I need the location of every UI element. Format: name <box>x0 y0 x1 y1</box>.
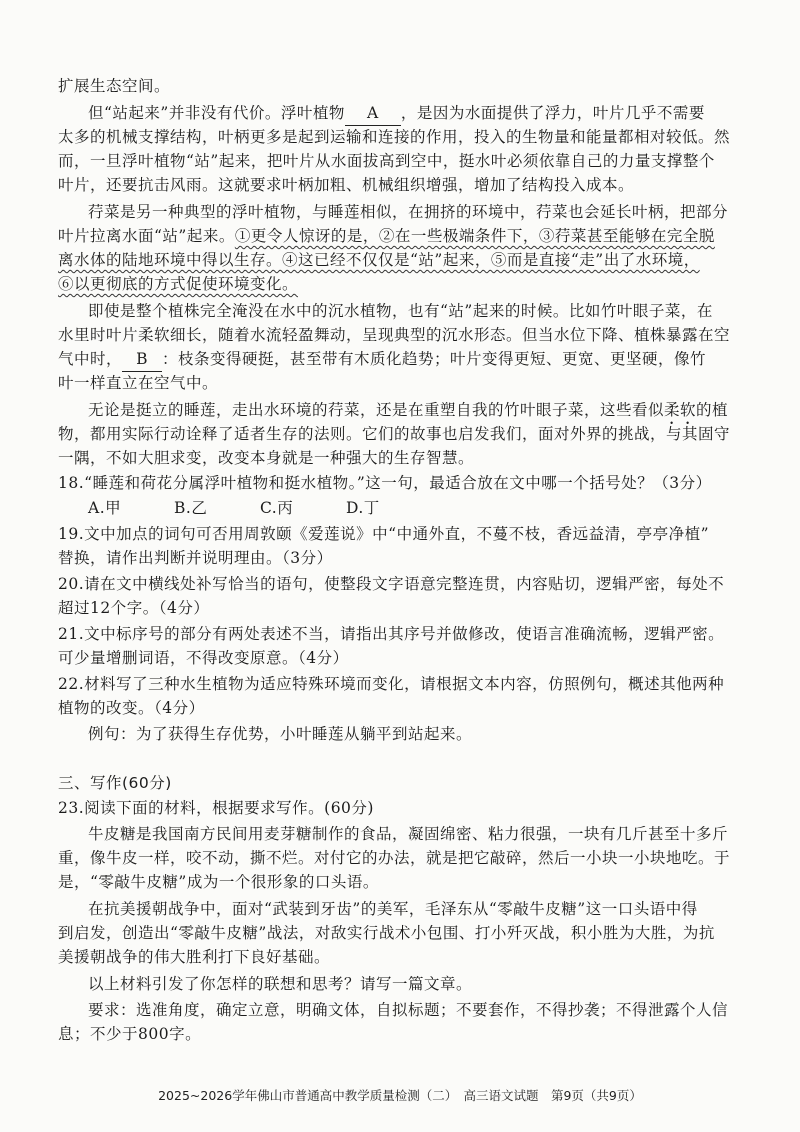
text-segment: 叶片拉离水面“站”起来。 <box>58 227 235 245</box>
text-line <box>88 101 778 126</box>
writing-requirements-cont: 息；不少于800字。 <box>58 1025 202 1043</box>
text-line: 荇菜是另一种典型的浮叶植物，与睡莲相似，在拥挤的环境中，荇菜也会延长叶柄，把部分 <box>88 203 729 221</box>
text-line: 物，都用实际行动诠释了适者生存的法则。它们的故事也启发我们，面对外界的挑战，与其固守 <box>58 425 731 443</box>
dotted-word: 柔软 <box>664 401 697 419</box>
text-segment: ：枝条变得硬挺，甚至带有木质化趋势；叶片变得更短、更宽、更坚硬，像竹 <box>162 350 707 368</box>
text-line: 即使是整个植株完全淹没在水中的沉水植物，也有“站”起来的时候。比如竹叶眼子菜，在 <box>88 302 713 320</box>
text-line: 叶一样直立在空气中。 <box>58 374 219 392</box>
text-line: 是，“零敲牛皮糖”成为一个很形象的口头语。 <box>58 873 379 891</box>
text-line <box>58 347 748 372</box>
text-line: 牛皮糖是我国南方民间用麦芽糖制作的食品，凝固绵密、粘力很强，一块有几斤甚至十多斤 <box>88 825 729 843</box>
text-line: 而，一旦浮叶植物“站”起来，把叶片从水面拔高到空中，挺水叶必须依靠自己的力量支撑整个 <box>58 152 715 170</box>
question-22: 22.材料写了三种水生植物为适应特殊环境而变化，请根据文本内容，仿照例句，概述其他两种 <box>58 675 725 693</box>
page-footer: 2025~2026学年佛山市普通高中教学质量检测（二） 高三语文试题 第9页（共9页） <box>158 1088 642 1103</box>
question-22-cont: 植物的改变。（4分） <box>58 699 205 717</box>
option-c: C.丙 <box>260 499 294 517</box>
question-20-cont: 超过12个字。（4分） <box>58 599 210 617</box>
writing-requirements: 要求：选准角度，确定立意，明确文体，自拟标题；不要套作，不得抄袭；不得泄露个人信 <box>88 1001 729 1019</box>
text-line <box>58 224 748 248</box>
blank-A: A <box>345 101 401 126</box>
text-line <box>58 272 748 296</box>
text-line: 太多的机械支撑结构，叶柄更多是起到运输和连接的作用，投入的生物量和能量都相对较低。然 <box>58 128 731 146</box>
text-segment: 但“站起来”并非没有代价。浮叶植物 <box>88 104 345 122</box>
option-a: A.甲 <box>88 499 122 517</box>
question-18: 18.“睡莲和荷花分属浮叶植物和挺水植物。”这一句，最适合放在文中哪一个括号处？（3分） <box>58 474 712 492</box>
text-line: 在抗美援朝战争中，面对“武装到牙齿”的美军，毛泽东从“零敲牛皮糖”这一口头语中得 <box>88 900 698 918</box>
numbered-sentence-wavy: 离水体的陆地环境中得以生存。④这已经不仅仅是“站”起来，⑤而是直接“走”出了水环境， <box>58 251 700 269</box>
text-line: 一隅，不如大胆求变，改变本身就是一种强大的生存智慧。 <box>58 449 475 467</box>
text-segment: 无论是挺立的睡莲，走出水环境的荇菜，还是在重塑自我的竹叶眼子菜，这些看似 <box>88 401 665 419</box>
numbered-sentence-wavy: ①更令人惊讶的是，②在一些极端条件下，③荇菜甚至能够在完全脱 <box>234 227 715 245</box>
option-d: D.丁 <box>346 499 380 517</box>
text-line: 重，像牛皮一样，咬不动，撕不烂。对付它的办法，就是把它敲碎，然后一小块一小块地吃。于 <box>58 849 731 867</box>
numbered-sentence-wavy: ⑥以更彻底的方式促使环境变化。 <box>58 275 299 293</box>
text-segment: 气中时， <box>58 350 123 368</box>
text-segment: ，是因为水面提供了浮力，叶片几乎不需要 <box>400 104 705 122</box>
question-19-cont: 替换，请作出判断并说明理由。（3分） <box>58 549 333 567</box>
section-heading-writing: 三、写作(60分) <box>58 774 172 792</box>
text-line: 以上材料引发了你怎样的联想和思考？请写一篇文章。 <box>88 975 473 993</box>
question-20: 20.请在文中横线处补写恰当的语句，使整段文字语意完整连贯，内容贴切，逻辑严密，每处不 <box>58 575 725 593</box>
question-19: 19.文中加点的词句可否用周敦颐《爱莲说》中“中通外直，不蔓不枝，香远益清，亭亭净植” <box>58 525 710 543</box>
question-21-cont: 可少量增删词语，不得改变原意。（4分） <box>58 649 349 667</box>
question-22-example: 例句：为了获得生存优势，小叶睡莲从躺平到站起来。 <box>88 725 473 743</box>
question-18-options <box>88 496 778 520</box>
text-line: 到启发，创造出“零敲牛皮糖”战法，对敌实行战术小包围、打小歼灭战，积小胜为大胜，为抗 <box>58 924 715 942</box>
blank-B: B <box>122 347 162 372</box>
option-b: B.乙 <box>174 499 208 517</box>
text-line: 美援朝战争的伟大胜利打下良好基础。 <box>58 948 331 966</box>
question-23: 23.阅读下面的材料，根据要求写作。(60分) <box>58 799 374 817</box>
text-line: 扩展生态空间。 <box>58 77 171 95</box>
text-line: 水里时叶片柔软细长，随着水流轻盈舞动，呈现典型的沉水形态。但当水位下降、植株暴露在空 <box>58 326 731 344</box>
question-21: 21.文中标序号的部分有两处表述不当，请指出其序号并做修改，使语言准确流畅，逻辑严密。 <box>58 625 725 643</box>
text-segment: 的植 <box>696 401 729 419</box>
text-line: 叶片，还要抗击风雨。这就要求叶柄加粗、机械组织增强，增加了结构投入成本。 <box>58 176 635 194</box>
